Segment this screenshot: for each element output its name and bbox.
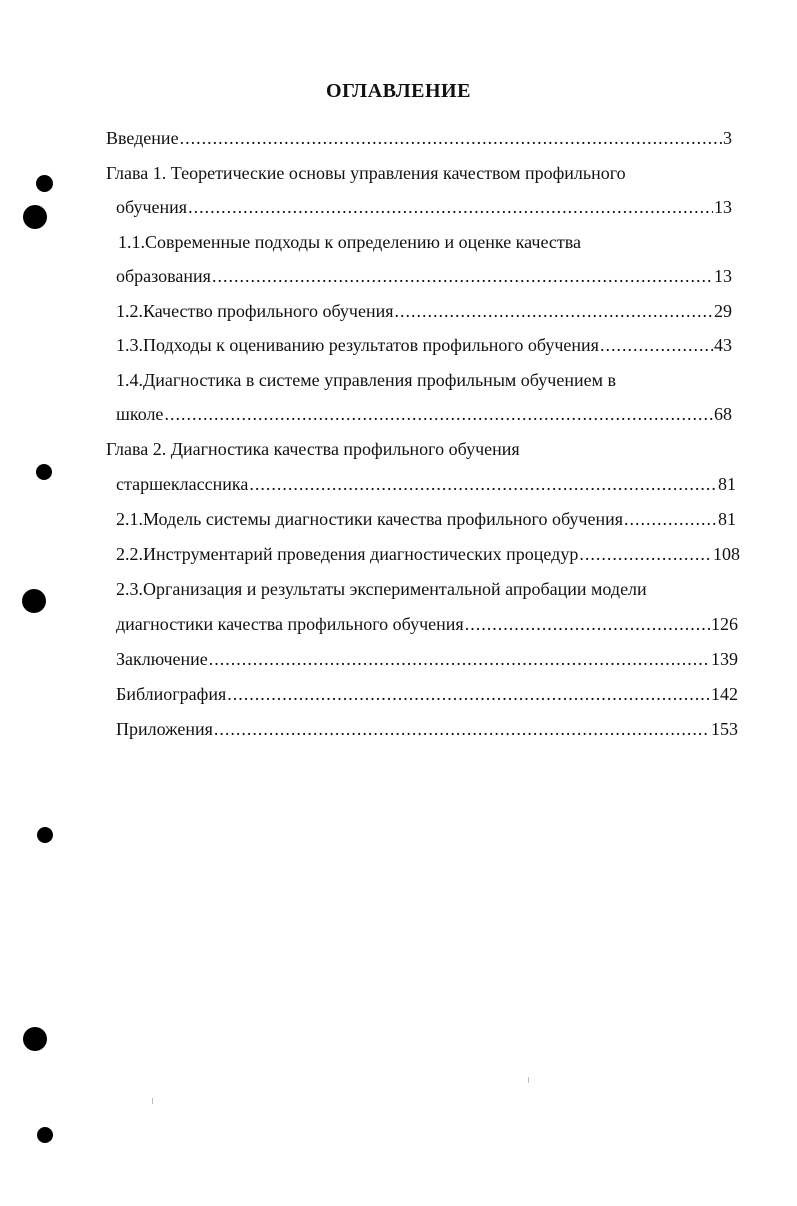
toc-page-number: 29 [714,301,732,321]
toc-bibliography [116,679,738,709]
toc-section-1-4-line1: 1.4.Диагностика в системе управления профильным обучением в [116,370,616,390]
dot-leader [209,644,710,674]
toc-page-number: 81 [718,509,736,529]
toc-entry-text: 1.3.Подходы к оцениванию результатов профильного обучения [116,335,599,355]
punch-hole [22,589,46,613]
toc-section-1-2 [116,296,732,326]
toc-entry-intro [106,123,732,153]
toc-entry-text: образования [116,266,211,286]
page-title: ОГЛАВЛЕНИЕ [326,80,471,102]
toc-chapter-1 [116,192,732,222]
punch-hole [37,827,53,843]
dot-leader [188,192,713,222]
toc-entry-text: диагностики качества профильного обучения [116,614,464,634]
punch-hole [23,1027,47,1051]
punch-hole [37,1127,53,1143]
dot-leader [600,330,713,360]
toc-section-1-1-line1: 1.1.Современные подходы к определению и оценке качества [118,232,582,252]
toc-chapter-1-line1: Глава 1. Теоретические основы управления качеством профильного [106,163,626,183]
toc-page-number: 3 [723,128,732,148]
toc-conclusion [116,644,738,674]
dot-leader [465,609,710,639]
dot-leader [395,296,713,326]
toc-entry-text: обучения [116,197,188,217]
toc-section-1-4 [116,399,732,429]
toc-section-2-3 [116,609,738,639]
dot-leader [180,123,722,153]
toc-entry-text: школе [116,404,164,424]
toc-chapter-2 [116,469,736,499]
dot-leader [579,539,712,569]
punch-hole [36,175,53,192]
toc-page-number: 153 [711,719,738,739]
toc-page-number: 81 [718,474,736,494]
toc-entry-text: Приложения [116,719,213,739]
toc-entry-text: 2.1.Модель системы диагностики качества профильного обучения [116,509,624,529]
toc-page-number: 142 [711,684,738,704]
toc-section-1-1 [116,261,732,291]
dot-leader [227,679,710,709]
dot-leader [214,714,710,744]
scan-speck [528,1077,529,1083]
toc-page-number: 139 [711,649,738,669]
punch-hole [23,205,47,229]
punch-hole [36,464,52,480]
toc-section-2-1 [116,504,736,534]
toc-entry-text: Заключение [116,649,208,669]
toc-page-number: 13 [714,197,732,217]
toc-chapter-2-line1: Глава 2. Диагностика качества профильного обучения [106,439,520,459]
toc-section-2-3-line1: 2.3.Организация и результаты экспериментальной апробации модели [116,579,647,599]
dot-leader [624,504,717,534]
toc-page-number: 43 [714,335,732,355]
toc-entry-text: старшеклассника [116,474,249,494]
dot-leader [212,261,713,291]
toc-page-number: 68 [714,404,732,424]
toc-section-2-2 [116,539,740,569]
dot-leader [249,469,717,499]
toc-entry-text: Библиография [116,684,227,704]
dot-leader [164,399,713,429]
toc-entry-text: Введение [106,128,179,148]
scan-speck [152,1098,153,1104]
toc-entry-text: 2.2.Инструментарий проведения диагностических процедур [116,544,579,564]
toc-section-1-3 [116,330,732,360]
toc-entry-text: 1.2.Качество профильного обучения [116,301,394,321]
toc-appendices [116,714,738,744]
toc-page-number: 13 [714,266,732,286]
toc-page-number: 108 [713,544,740,564]
toc-page-number: 126 [711,614,738,634]
